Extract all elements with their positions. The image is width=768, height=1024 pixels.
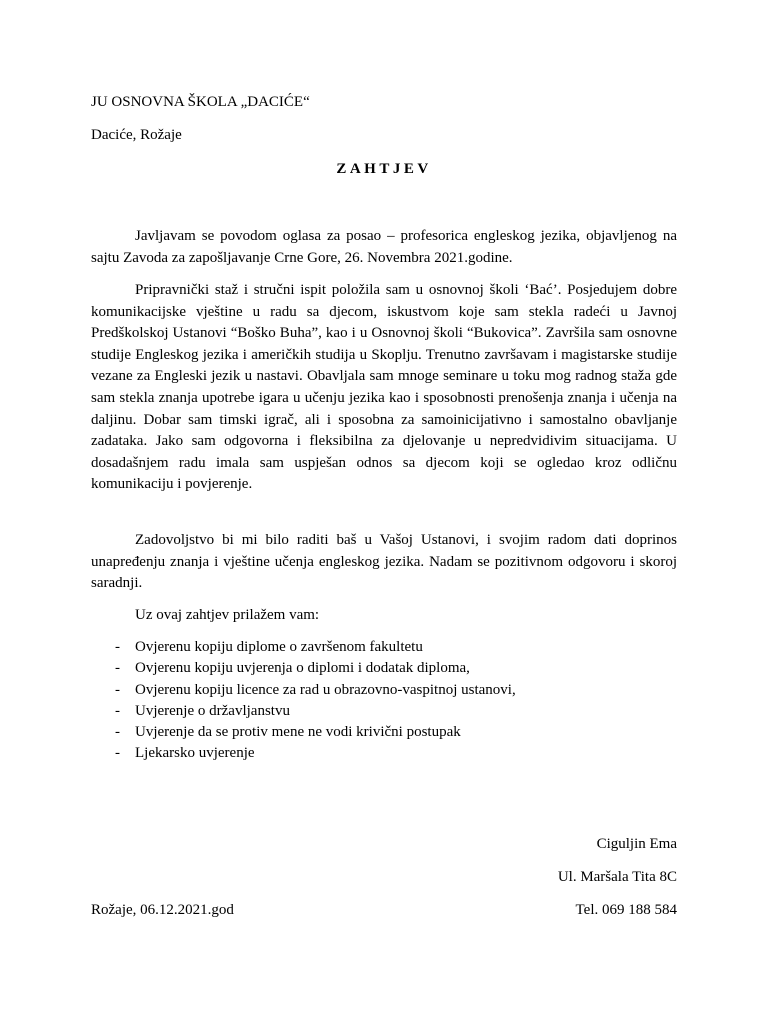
list-bullet: - [115, 702, 120, 719]
paragraph-text: Javljavam se povodom oglasa za posao – profesorica engleskog jezika, objavljenog na sajtu Zavoda za zapošljavanje Crne Gore, 26. Novembra 2021.godine. [91, 228, 677, 266]
signature-address: Ul. Maršala Tita 8C [557, 869, 677, 885]
document-title: ZAHTJEV [336, 161, 432, 177]
signature-name: Ciguljin Ema [596, 836, 677, 852]
list-item [91, 637, 677, 658]
attachments-intro-text: Uz ovaj zahtjev prilažem vam: [135, 607, 320, 623]
school-location: Daciće, Rožaje [91, 127, 182, 143]
list-item-text: Ovjerenu kopiju diplome o završenom fakultetu [135, 639, 423, 655]
list-item [91, 680, 677, 701]
list-item [91, 743, 677, 764]
paragraph-experience [91, 280, 677, 496]
list-bullet: - [115, 745, 120, 762]
paragraph-text: Pripravnički staž i stručni ispit položila sam u osnovnoj školi ‘Bać’. Posjedujem dobre komunikacijske vještine u radu sa djecom, iskustvom koje sam stekla radeći u Javnoj Predškolskoj Ustanovi “Boško Buha”, kao i u Osnovnoj školi “Bukovica”. Završila sam osnovne studije Engleskog jezika i američkih studija u Skoplju. Trenutno završavam i magistarske studije vezane za Engleski jezik u nastavi. Obavljala sam mnoge seminare u toku mog radnog staža gde sam stekla znanja upotrebe igara u učenju jezika kao i sposobnosti prenošenja znanja i učenja na daljinu. Dobar sam timski igrač, ali i sposobna za samoinicijativno i samostalno obavljanje zadataka. Jako sam odgovorna i fleksibilna za djelovanje u nepredvidivim situacijama. U dosadašnjem radu imala sam uspješan odnos sa djecom koji se ogledao kroz odličnu komunikaciju i povjerenje. [91, 282, 677, 493]
paragraph-closing [91, 530, 677, 595]
list-item-text: Uvjerenje o državljanstvu [135, 702, 290, 719]
list-bullet: - [115, 724, 120, 741]
signature-phone: Tel. 069 188 584 [575, 902, 677, 918]
list-item [91, 658, 677, 679]
list-item-text: Ljekarsko uvjerenje [135, 745, 255, 762]
list-item [91, 722, 677, 743]
paragraph-intro [91, 226, 677, 269]
attachments-list [91, 637, 677, 765]
list-item [91, 701, 677, 722]
place-date: Rožaje, 06.12.2021.god [91, 902, 234, 918]
list-bullet: - [115, 681, 120, 698]
list-item-text: Ovjerenu kopiju uvjerenja o diplomi i dodatak diploma, [135, 660, 470, 677]
paragraph-text: Zadovoljstvo bi mi bilo raditi baš u Vašoj Ustanovi, i svojim radom dati doprinos unapređenju znanja i vještine učenja engleskog jezika. Nadam se pozitivnom odgovoru i skoroj saradnji. [91, 532, 677, 592]
list-item-text: Ovjerenu kopiju licence za rad u obrazovno-vaspitnoj ustanovi, [135, 681, 516, 698]
list-bullet: - [115, 660, 120, 677]
school-name: JU OSNOVNA ŠKOLA „DACIĆE“ [91, 94, 310, 110]
attachments-intro [91, 605, 677, 627]
list-bullet: - [115, 639, 120, 655]
list-item-text: Uvjerenje da se protiv mene ne vodi krivični postupak [135, 724, 461, 741]
